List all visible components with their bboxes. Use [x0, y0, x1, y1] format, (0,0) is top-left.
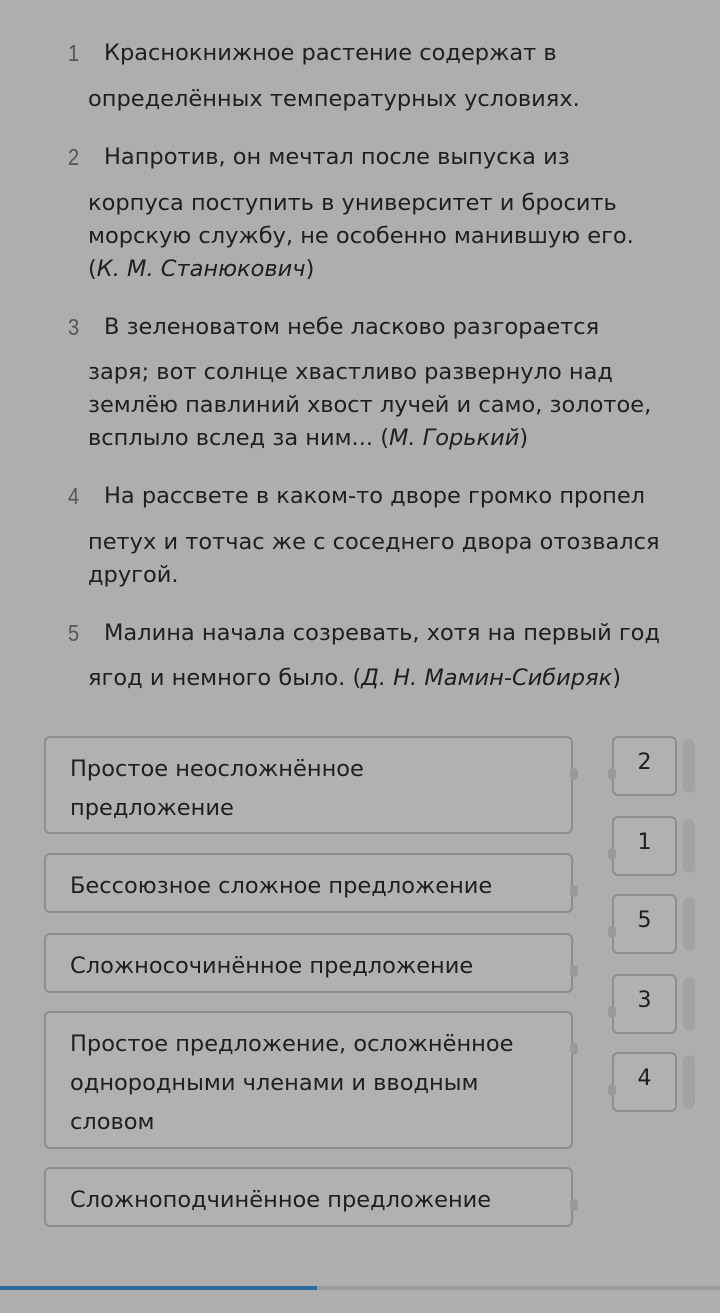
sentence-line-text: морскую службу, не особенно манившую его. — [88, 223, 634, 249]
answer-number: 1 — [637, 830, 652, 855]
sentence-number: 2 — [68, 145, 80, 171]
sentence-line: ягод и немного было. (Д. Н. Мамин-Сибиряк) — [88, 665, 621, 691]
option-connector — [570, 1199, 578, 1211]
sentence-number: 5 — [68, 621, 80, 647]
answer-connector — [608, 768, 616, 780]
sentence-continuation — [88, 356, 651, 455]
answer-connector — [608, 848, 616, 860]
drag-handle-icon[interactable] — [683, 1055, 695, 1109]
answer-number: 3 — [637, 988, 652, 1013]
sentence-first-line — [68, 142, 570, 173]
answer-slot[interactable] — [612, 736, 677, 796]
answer-slot[interactable] — [612, 894, 677, 954]
sentence-text: Малина начала созревать, хотя на первый год — [104, 620, 661, 646]
sentence-first-line — [68, 618, 660, 649]
sentence-line-text: другой. — [88, 562, 179, 588]
option-connector — [570, 768, 578, 780]
sentence-line — [88, 559, 660, 592]
option-label: однородными членами и вводным — [70, 1070, 479, 1096]
sentence-line: (К. М. Станюкович) — [88, 256, 315, 282]
sentence-text: Напротив, он мечтал после выпуска из — [104, 144, 570, 170]
option-label: Сложносочинённое предложение — [70, 953, 474, 979]
option-card[interactable] — [44, 736, 573, 834]
sentence-continuation — [88, 187, 634, 286]
sentence-line-text: заря; вот солнце хвастливо развернуло над — [88, 359, 613, 385]
sentence-continuation — [88, 83, 580, 116]
sentence-line — [88, 83, 580, 116]
sentence-text: На рассвете в каком-то дворе громко пропел — [104, 483, 646, 509]
answer-connector — [608, 1084, 616, 1096]
sentence-number: 3 — [68, 315, 80, 341]
option-card[interactable] — [44, 933, 573, 993]
answer-number: 2 — [637, 750, 652, 775]
answer-slot[interactable] — [612, 1052, 677, 1112]
progress-bar-fill — [0, 1286, 317, 1290]
sentence-first-line — [68, 38, 557, 69]
sentence-line: всплыло вслед за ним... (М. Горький) — [88, 425, 529, 451]
option-card[interactable] — [44, 1167, 573, 1227]
sentence-line — [88, 356, 651, 389]
sentence-line-text: определённых температурных условиях. — [88, 86, 580, 112]
sentence-text: Краснокнижное растение содержат в — [104, 40, 557, 66]
answer-connector — [608, 926, 616, 938]
answer-connector — [608, 1006, 616, 1018]
drag-handle-icon[interactable] — [683, 739, 695, 793]
option-connector — [570, 885, 578, 897]
sentence-line-text: корпуса поступить в университет и бросить — [88, 190, 617, 216]
sentence-author: Д. Н. Мамин-Сибиряк — [361, 665, 613, 691]
answer-number: 4 — [637, 1066, 652, 1091]
sentence-line — [88, 389, 651, 422]
sentence-first-line — [68, 481, 645, 512]
sentence-line-text: петух и тотчас же с соседнего двора отозвался — [88, 529, 660, 555]
option-connector — [570, 965, 578, 977]
option-card[interactable] — [44, 853, 573, 913]
answer-slot[interactable] — [612, 816, 677, 876]
progress-bar — [0, 1286, 720, 1290]
answer-number: 5 — [637, 908, 652, 933]
option-label: Простое предложение, осложнённое — [70, 1031, 514, 1057]
sentence-line-text: ягод и немного было. — [88, 665, 346, 691]
answer-slot[interactable] — [612, 974, 677, 1034]
sentence-line-text: землёю павлиний хвост лучей и само, золотое, — [88, 392, 652, 418]
sentence-line — [88, 220, 634, 253]
sentence-line — [88, 187, 634, 220]
option-connector — [570, 1043, 578, 1055]
sentence-line — [88, 526, 660, 559]
sentence-line-text: всплыло вслед за ним... — [88, 425, 374, 451]
sentence-continuation — [88, 526, 660, 592]
sentence-number: 4 — [68, 484, 80, 510]
option-label: Простое неосложнённое — [70, 756, 364, 782]
option-label: предложение — [70, 795, 234, 821]
drag-handle-icon[interactable] — [683, 977, 695, 1031]
drag-handle-icon[interactable] — [683, 819, 695, 873]
sentence-author: М. Горький — [388, 425, 520, 451]
sentence-first-line — [68, 312, 599, 343]
option-card[interactable] — [44, 1011, 573, 1149]
sentence-number: 1 — [68, 41, 80, 67]
sentence-continuation — [88, 662, 621, 695]
drag-handle-icon[interactable] — [683, 897, 695, 951]
sentence-author: К. М. Станюкович — [96, 256, 306, 282]
option-label: Бессоюзное сложное предложение — [70, 873, 493, 899]
sentence-text: В зеленоватом небе ласково разгорается — [104, 314, 600, 340]
option-label: Сложноподчинённое предложение — [70, 1187, 492, 1213]
option-label: словом — [70, 1109, 155, 1135]
